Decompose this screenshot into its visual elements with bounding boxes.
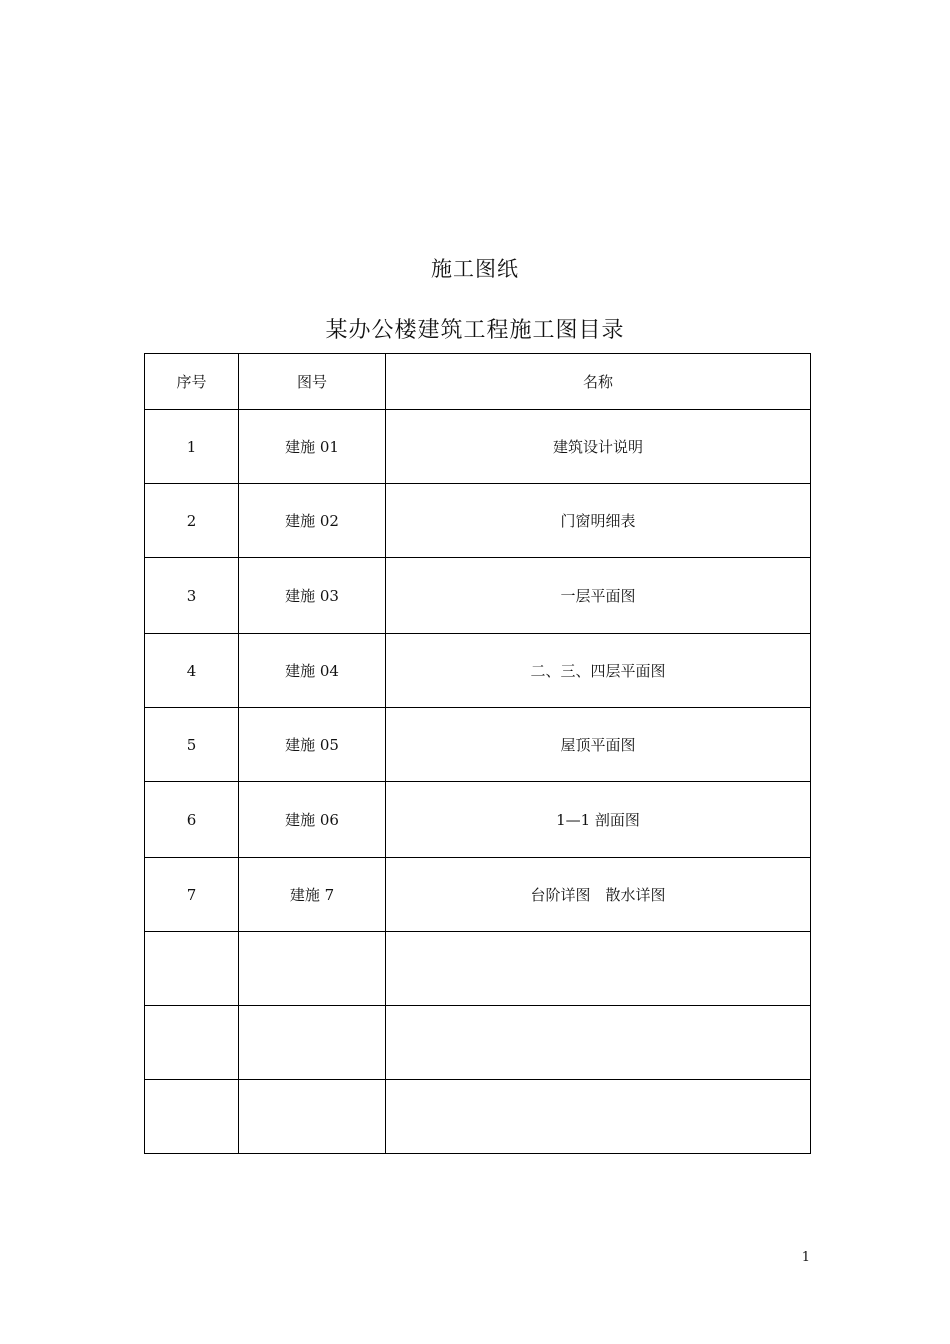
cell-drawing-no: [239, 932, 386, 1006]
cell-name: 门窗明细表: [386, 484, 811, 558]
cell-index: 7: [145, 858, 239, 932]
cell-name: 屋顶平面图: [386, 708, 811, 782]
cell-name: 1—1 剖面图: [386, 782, 811, 858]
cell-index: 2: [145, 484, 239, 558]
table-row-empty: [145, 1006, 811, 1080]
table-row: [145, 484, 811, 558]
cell-drawing-no: [239, 1080, 386, 1154]
table-row: [145, 558, 811, 634]
cell-name: [386, 1006, 811, 1080]
cell-index: 6: [145, 782, 239, 858]
drawing-catalog-table: [144, 353, 811, 1154]
cell-name: 一层平面图: [386, 558, 811, 634]
table-row: [145, 782, 811, 858]
cell-name: 二、三、四层平面图: [386, 634, 811, 708]
table-row-empty: [145, 932, 811, 1006]
cell-index: [145, 1080, 239, 1154]
document-title: 施工图纸: [431, 257, 519, 281]
cell-index: [145, 1006, 239, 1080]
cell-index: 1: [145, 410, 239, 484]
table-header-row: [145, 354, 811, 410]
header-drawing-no: 图号: [239, 354, 386, 410]
cell-name: 建筑设计说明: [386, 410, 811, 484]
document-subtitle: 某办公楼建筑工程施工图目录: [325, 318, 625, 343]
table-row: [145, 858, 811, 932]
cell-drawing-no: 建施 7: [239, 858, 386, 932]
cell-index: [145, 932, 239, 1006]
cell-index: 5: [145, 708, 239, 782]
cell-index: 3: [145, 558, 239, 634]
cell-name: [386, 932, 811, 1006]
table-row: [145, 410, 811, 484]
table-row: [145, 634, 811, 708]
cell-drawing-no: 建施 03: [239, 558, 386, 634]
header-name: 名称: [386, 354, 811, 410]
cell-drawing-no: 建施 02: [239, 484, 386, 558]
header-index: 序号: [145, 354, 239, 410]
table-row-empty: [145, 1080, 811, 1154]
cell-drawing-no: 建施 04: [239, 634, 386, 708]
cell-index: 4: [145, 634, 239, 708]
table-row: [145, 708, 811, 782]
cell-drawing-no: 建施 05: [239, 708, 386, 782]
cell-name: 台阶详图 散水详图: [386, 858, 811, 932]
cell-drawing-no: 建施 01: [239, 410, 386, 484]
cell-drawing-no: 建施 06: [239, 782, 386, 858]
cell-name: [386, 1080, 811, 1154]
cell-drawing-no: [239, 1006, 386, 1080]
page-number: 1: [801, 1250, 810, 1265]
